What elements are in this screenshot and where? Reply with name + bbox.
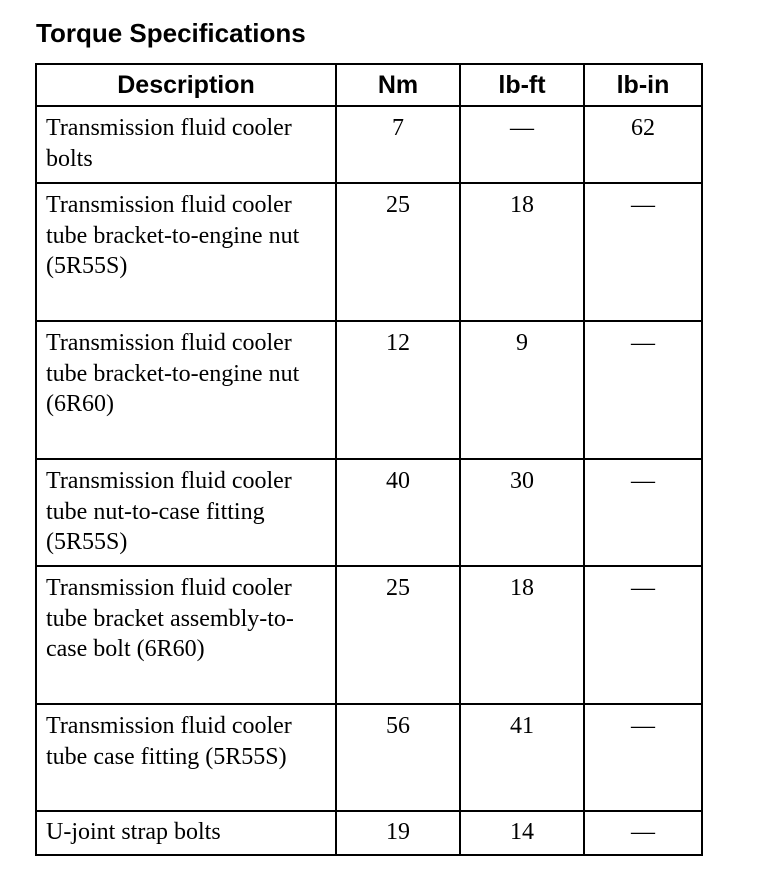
cell-lb-in: 62 — [584, 106, 702, 183]
torque-spec-table — [35, 63, 703, 856]
header-lb-ft: lb-ft — [460, 64, 584, 106]
cell-lb-in: — — [584, 183, 702, 321]
cell-description: Transmission fluid cooler tube case fitting (5R55S) — [36, 704, 336, 811]
table-row — [36, 566, 702, 704]
page-title: Torque Specifications — [36, 18, 306, 48]
table-row — [36, 106, 702, 183]
cell-lb-in: — — [584, 811, 702, 855]
cell-lb-ft: — — [460, 106, 584, 183]
cell-description: Transmission fluid cooler tube bracket-to-engine nut (6R60) — [36, 321, 336, 459]
cell-lb-ft: 18 — [460, 183, 584, 321]
cell-lb-ft: 41 — [460, 704, 584, 811]
cell-lb-ft: 9 — [460, 321, 584, 459]
cell-description: Transmission fluid cooler tube bracket assembly-to-case bolt (6R60) — [36, 566, 336, 704]
cell-lb-ft: 14 — [460, 811, 584, 855]
cell-nm: 19 — [336, 811, 460, 855]
table-row — [36, 183, 702, 321]
cell-nm: 40 — [336, 459, 460, 566]
cell-description: U-joint strap bolts — [36, 811, 336, 855]
cell-nm: 7 — [336, 106, 460, 183]
cell-description: Transmission fluid cooler tube bracket-to-engine nut (5R55S) — [36, 183, 336, 321]
cell-nm: 12 — [336, 321, 460, 459]
header-description: Description — [36, 64, 336, 106]
cell-lb-in: — — [584, 321, 702, 459]
table-row — [36, 459, 702, 566]
header-row — [36, 64, 702, 106]
cell-lb-in: — — [584, 566, 702, 704]
cell-lb-ft: 30 — [460, 459, 584, 566]
cell-lb-in: — — [584, 704, 702, 811]
cell-nm: 25 — [336, 566, 460, 704]
table-row — [36, 321, 702, 459]
table-row — [36, 704, 702, 811]
cell-nm: 25 — [336, 183, 460, 321]
table-row — [36, 811, 702, 855]
cell-description: Transmission fluid cooler bolts — [36, 106, 336, 183]
cell-nm: 56 — [336, 704, 460, 811]
cell-description: Transmission fluid cooler tube nut-to-case fitting (5R55S) — [36, 459, 336, 566]
header-nm: Nm — [336, 64, 460, 106]
cell-lb-in: — — [584, 459, 702, 566]
header-lb-in: lb-in — [584, 64, 702, 106]
cell-lb-ft: 18 — [460, 566, 584, 704]
